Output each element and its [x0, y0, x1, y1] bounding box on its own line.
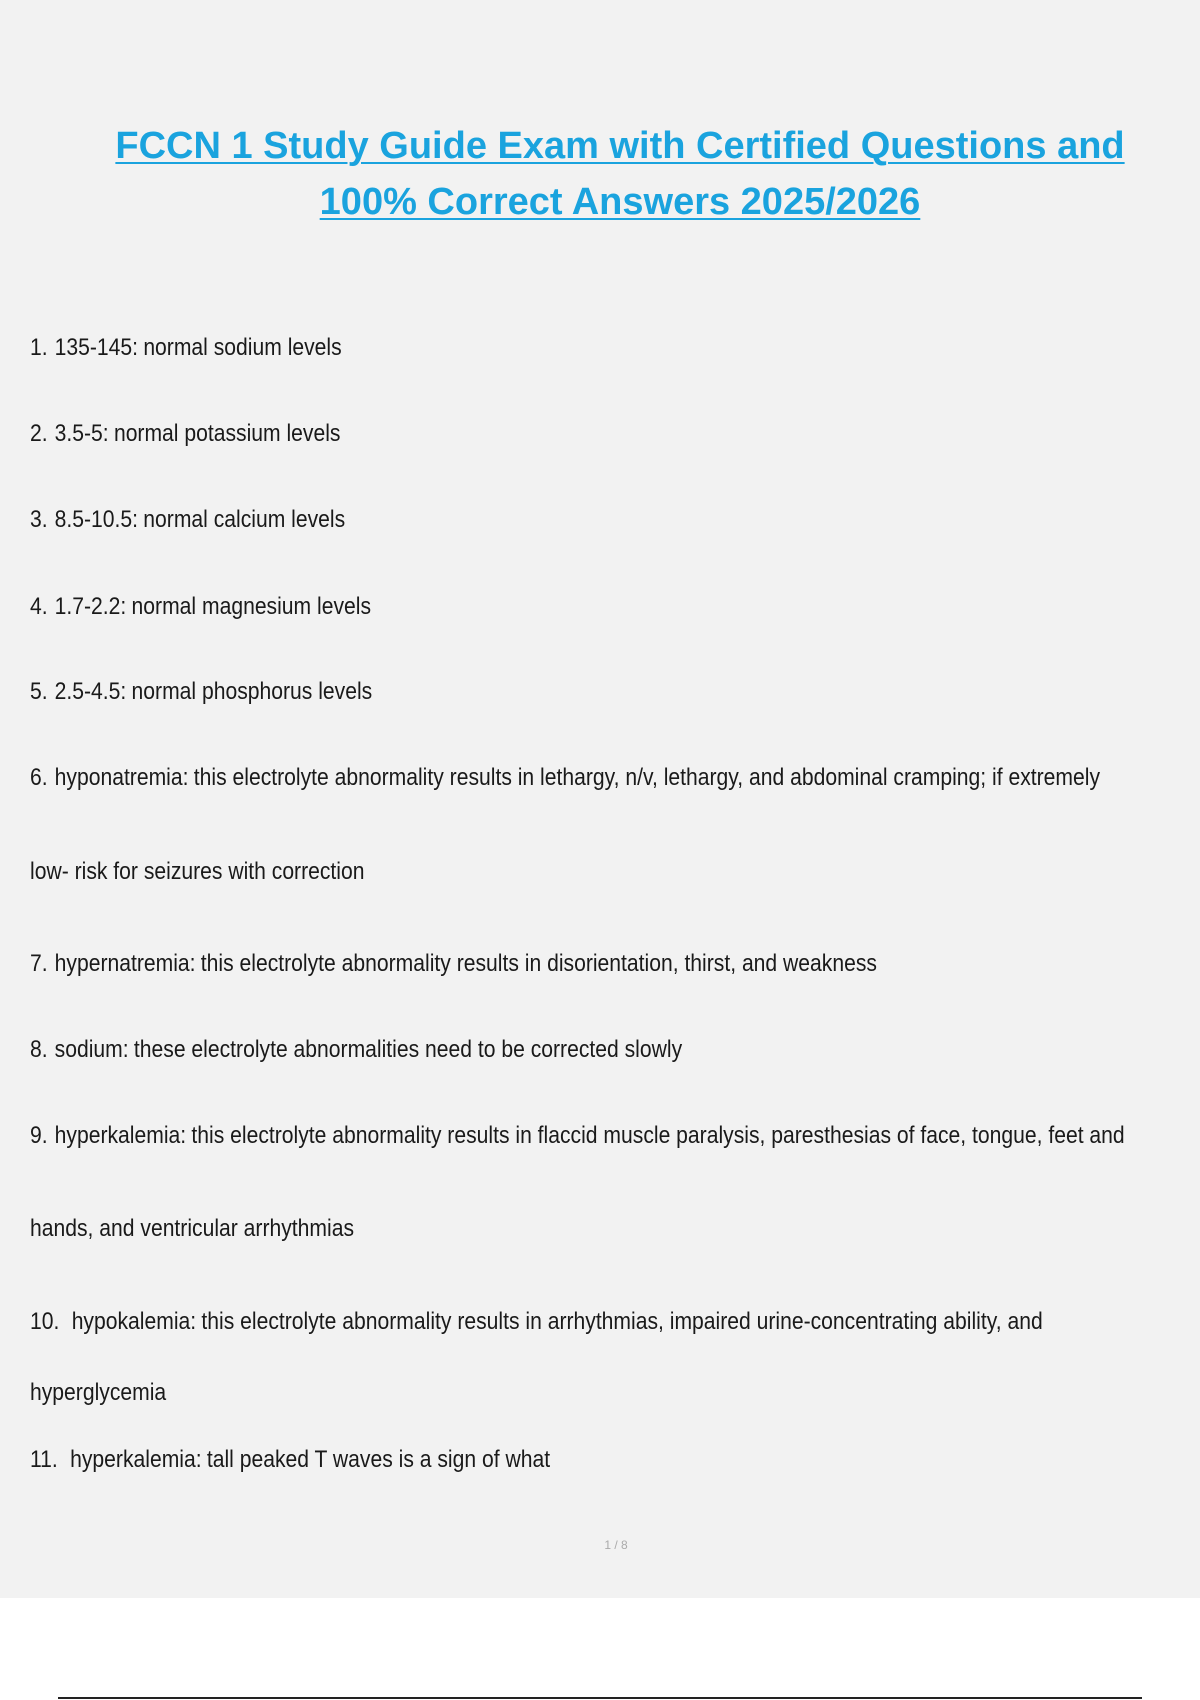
question-item-6-continued — [30, 858, 364, 886]
item-number: 10. — [30, 1308, 60, 1335]
item-term: 2.5-4.5: — [54, 678, 127, 705]
item-number: 6. — [30, 764, 48, 791]
item-definition: this electrolyte abnormality results in flaccid muscle paralysis, paresthesias of face, tongue, feet and — [191, 1122, 1125, 1149]
question-item-3 — [30, 506, 345, 534]
item-number: 3. — [30, 506, 48, 533]
question-item-9 — [30, 1122, 1125, 1150]
item-term: hypernatremia: — [54, 950, 196, 977]
question-item-6 — [30, 764, 1100, 792]
question-item-4 — [30, 593, 371, 621]
item-definition: tall peaked T waves is a sign of what — [206, 1446, 551, 1473]
item-number: 1. — [30, 334, 48, 361]
item-number: 2. — [30, 420, 48, 447]
item-term: sodium: — [54, 1036, 129, 1063]
item-number: 7. — [30, 950, 48, 977]
question-item-1 — [30, 334, 342, 362]
title-line-1: FCCN 1 Study Guide Exam with Certified Questions and — [115, 125, 1125, 167]
item-term: 1.7-2.2: — [54, 593, 127, 620]
item-term: hyperkalemia: — [70, 1446, 202, 1473]
item-definition: normal phosphorus levels — [131, 678, 373, 705]
item-term: 3.5-5: — [54, 420, 109, 447]
item-definition-continued: low- risk for seizures with correction — [30, 858, 365, 885]
item-definition: normal calcium levels — [143, 506, 346, 533]
item-definition-continued: hyperglycemia — [30, 1379, 167, 1406]
item-definition: this electrolyte abnormality results in disorientation, thirst, and weakness — [200, 950, 877, 977]
document-title — [0, 118, 1200, 230]
item-number: 4. — [30, 593, 48, 620]
item-definition: this electrolyte abnormality results in lethargy, n/v, lethargy, and abdominal cramping; if extremely — [193, 764, 1100, 791]
question-item-5 — [30, 678, 372, 706]
item-number: 5. — [30, 678, 48, 705]
item-term: 135-145: — [54, 334, 139, 361]
question-item-7 — [30, 950, 877, 978]
item-number: 8. — [30, 1036, 48, 1063]
item-definition: normal potassium levels — [113, 420, 341, 447]
item-definition: normal magnesium levels — [131, 593, 372, 620]
item-term: hypokalemia: — [71, 1308, 197, 1335]
question-item-11 — [30, 1446, 550, 1474]
question-item-9-continued — [30, 1215, 354, 1243]
question-item-10 — [30, 1308, 1043, 1336]
item-number: 11. — [30, 1446, 58, 1473]
item-term: hyponatremia: — [54, 764, 189, 791]
item-number: 9. — [30, 1122, 48, 1149]
question-item-2 — [30, 420, 340, 448]
item-definition-continued: hands, and ventricular arrhythmias — [30, 1215, 355, 1242]
item-term: hyperkalemia: — [54, 1122, 187, 1149]
item-definition: normal sodium levels — [143, 334, 342, 361]
item-definition: these electrolyte abnormalities need to be corrected slowly — [133, 1036, 683, 1063]
item-definition: this electrolyte abnormality results in arrhythmias, impaired urine-concentrating ability, and — [201, 1308, 1043, 1335]
question-item-8 — [30, 1036, 682, 1064]
page-number: 1 / 8 — [604, 1538, 628, 1552]
question-item-10-continued — [30, 1379, 166, 1407]
footer-divider — [58, 1697, 1142, 1699]
title-line-2: 100% Correct Answers 2025/2026 — [319, 181, 921, 223]
item-term: 8.5-10.5: — [54, 506, 139, 533]
